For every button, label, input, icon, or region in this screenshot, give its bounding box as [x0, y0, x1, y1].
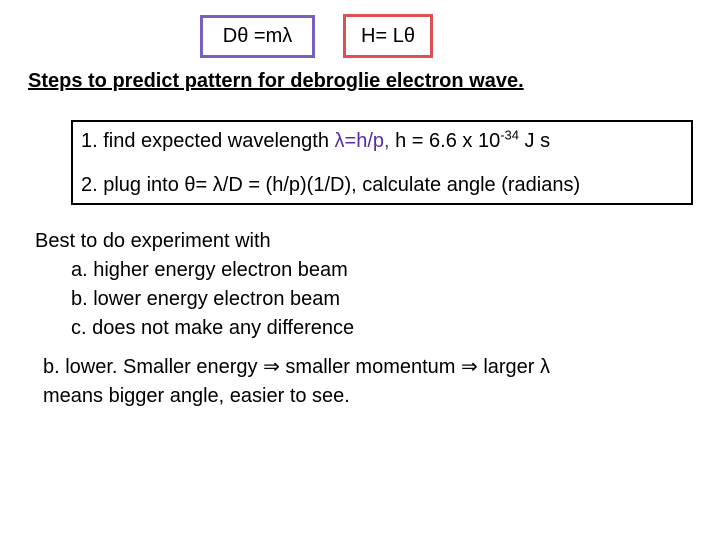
planck-constant: h = 6.6 x 10 [389, 130, 501, 152]
page-heading: Steps to predict pattern for debroglie electron wave. [28, 70, 524, 92]
wavelength-formula: λ=h/p, [334, 130, 390, 152]
option-a: a. higher energy electron beam [71, 259, 348, 281]
geometry-equation: H= Lθ [361, 25, 415, 47]
step-1-text: 1. find expected wavelength [81, 130, 335, 152]
answer-line-1: b. lower. Smaller energy ⇒ smaller momentum ⇒ larger λ [43, 356, 551, 378]
option-b: b. lower energy electron beam [71, 288, 341, 310]
geometry-equation-box [343, 14, 433, 58]
answer-block [43, 353, 550, 411]
answer-line-2: means bigger angle, easier to see. [43, 385, 350, 407]
step-1 [81, 127, 551, 153]
question-prompt: Best to do experiment with [35, 230, 271, 252]
bragg-equation: Dθ =mλ [222, 25, 293, 47]
steps-box [71, 120, 693, 205]
question-block [35, 227, 354, 343]
planck-unit: J s [519, 130, 551, 152]
step-2: 2. plug into θ= λ/D = (h/p)(1/D), calculate angle (radians) [81, 174, 581, 196]
option-c: c. does not make any difference [71, 317, 355, 339]
bragg-equation-box [200, 15, 315, 58]
planck-exponent: -34 [500, 127, 519, 143]
